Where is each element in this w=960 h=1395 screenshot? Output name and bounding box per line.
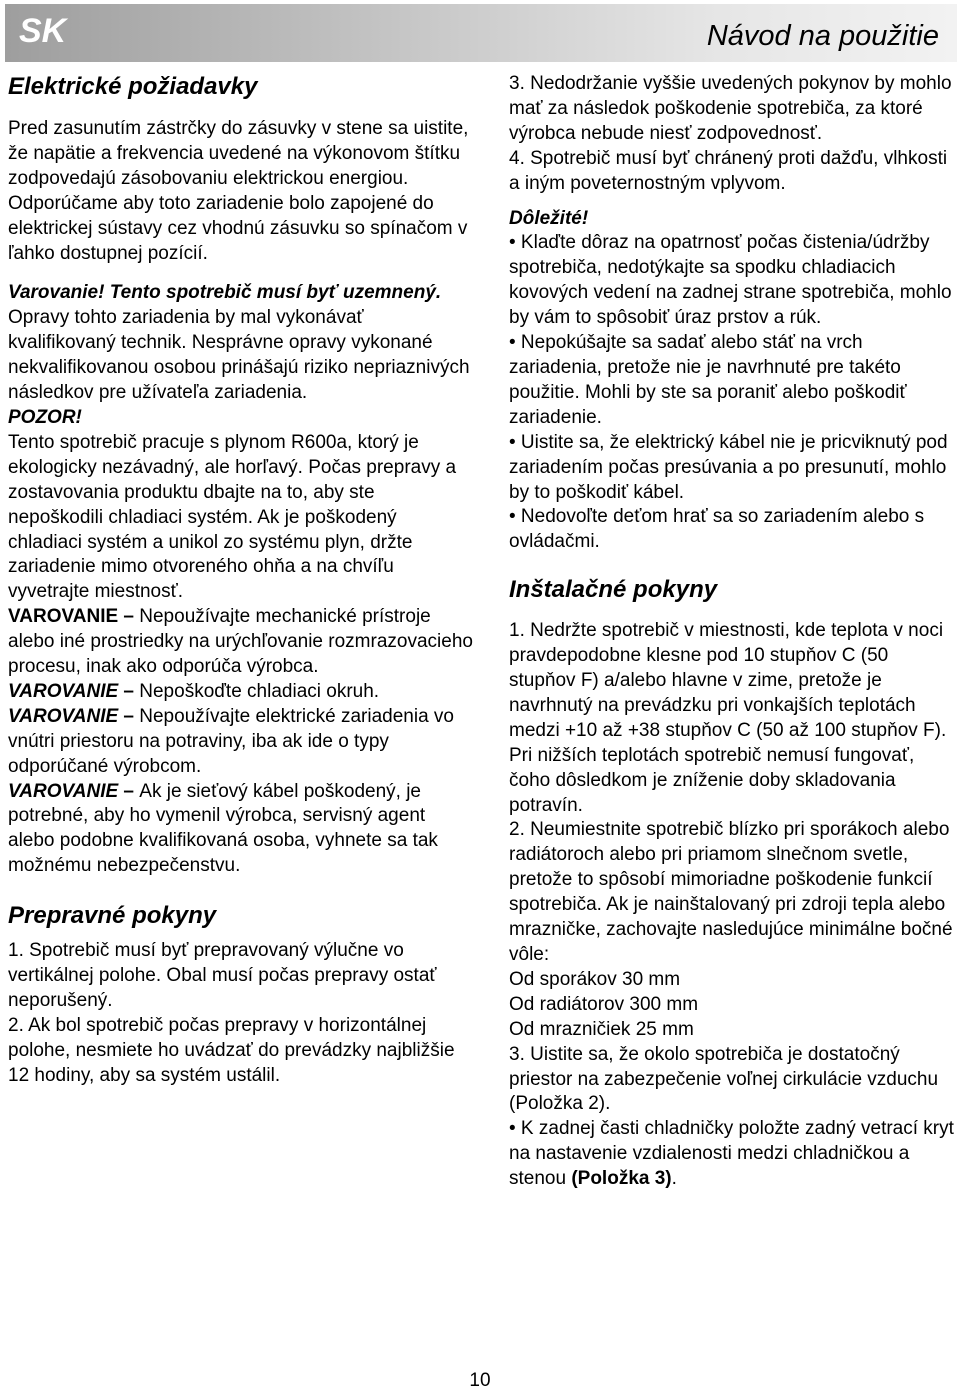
bullet-item: • Nedovoľte deťom hrať sa so zariadením alebo s ovládačmi. bbox=[509, 506, 925, 553]
clearance-item: Od sporákov 30 mm bbox=[509, 968, 681, 990]
paragraph: 3. Nedodržanie vyššie uvedených pokynov by mohlo mať za následok poškodenie spotrebiča, za ktoré výrobca nebude niesť zodpovednosť. bbox=[509, 73, 952, 144]
bullet-item: • Klaďte dôraz na opatrnosť počas čistenia/údržby spotrebiča, nedotýkajte sa spodku chladiacich kovových vedení na zadnej strane spotrebiča, mohlo by vám to spôsobiť úraz prstov a rúk. bbox=[509, 232, 952, 329]
page-header bbox=[5, 4, 957, 62]
heading-transport: Prepravné pokyny bbox=[8, 902, 217, 930]
document-title: Návod na použitie bbox=[706, 20, 939, 52]
language-code: SK bbox=[19, 12, 67, 50]
right-column bbox=[509, 72, 959, 1192]
heading-installation: Inštalačné pokyny bbox=[509, 576, 718, 604]
warning-grounding: Varovanie! Tento spotrebič musí byť uzemnený. bbox=[8, 282, 442, 304]
warning-2: VAROVANIE – Nepoškoďte chladiaci okruh. bbox=[8, 680, 380, 702]
bullet-item: • Nepokúšajte sa sadať alebo stáť na vrch zariadenia, pretože nie je navrhnuté pre takéto použitie. Mohli by ste sa poraniť alebo poškodiť zariadenie. bbox=[509, 332, 907, 428]
paragraph: 2. Neumiestnite spotrebič blízko pri sporákoch alebo radiátoroch alebo pri priamom slnečnom svetle, pretože to spôsobí mimoriadne poškodenie funkcií spotrebiča. Ak je nainštalovaný pri zdroji tepla alebo mrazničke, zachovajte nasledujúce minimálne bočné vôle: bbox=[509, 819, 953, 965]
paragraph: Pred zasunutím zástrčky do zásuvky v stene sa uistite, že napätie a frekvencia uvedené na výkonovom štítku zodpovedajú zásobovaniu elektrickou energiou. bbox=[8, 118, 469, 189]
warning-3: VAROVANIE – Nepoužívajte elektrické zariadenia vo vnútri priestoru na potraviny, iba ak ide o typy odporúčané výrobcom. bbox=[8, 705, 454, 777]
caution-label: POZOR! bbox=[8, 406, 82, 428]
heading-electrical: Elektrické požiadavky bbox=[8, 73, 258, 100]
left-column bbox=[8, 72, 473, 1089]
clearance-item: Od radiátorov 300 mm bbox=[509, 993, 699, 1015]
page-number: 10 bbox=[469, 1370, 491, 1391]
paragraph: 1. Spotrebič musí byť prepravovaný výlučne vo vertikálnej polohe. Obal musí počas prepravy ostať neporušený. bbox=[8, 940, 437, 1011]
paragraph: 2. Ak bol spotrebič počas prepravy v horizontálnej polohe, nesmiete ho uvádzať do prevádzky najbližšie 12 hodiny, aby sa systém ustálil. bbox=[8, 1014, 455, 1086]
paragraph: • K zadnej časti chladničky položte zadný vetrací kryt na nastavenie vzdialenosti medzi chladničkou a stenou (Položka 3). bbox=[509, 1118, 954, 1190]
important-label: Dôležité! bbox=[509, 207, 589, 229]
paragraph: Opravy tohto zariadenia by mal vykonávať kvalifikovaný technik. Nesprávne opravy vykonané nekvalifikovanou osobou prinášajú riziko nepriaznivých následkov pre užívateľa zariadenia. bbox=[8, 307, 470, 404]
paragraph: 3. Uistite sa, že okolo spotrebiča je dostatočný priestor na zabezpečenie voľnej cirkulácie vzduchu (Položka 2). bbox=[509, 1043, 939, 1115]
warning-4: VAROVANIE – Ak je sieťový kábel poškodený, je potrebné, aby ho vymenil výrobca, servisný agent alebo podobne kvalifikovaná osoba, vyhnete sa tak možnému nebezpečenstvu. bbox=[8, 780, 438, 877]
paragraph: Odporúčame aby toto zariadenie bolo zapojené do elektrickej sústavy cez vhodnú zásuvku so spínačom v ľahko dostupnej pozícií. bbox=[8, 192, 468, 264]
paragraph: 4. Spotrebič musí byť chránený proti dažďu, vlhkosti a iným poveternostným vplyvom. bbox=[509, 147, 948, 194]
paragraph: Tento spotrebič pracuje s plynom R600a, ktorý je ekologicky nezávadný, ale horľavý. Počas prepravy a zostavovania produktu dbajte na to, aby ste nepoškodili chladiaci systém. Ak je poškodený chladiaci systém a unikol zo systému plyn, držte zariadenie mimo otvoreného ohňa a na chvíľu vyvetrajte miestnosť. bbox=[8, 431, 457, 603]
clearance-item: Od mrazničiek 25 mm bbox=[509, 1018, 694, 1040]
paragraph: 1. Nedržte spotrebič v miestnosti, kde teplota v noci pravdepodobne klesne pod 10 stupňov C (50 stupňov F) a/alebo hlavne v zime, pretože je navrhnutý na prevádzku pri vonkajších teplotách medzi +10 až +38 stupňov C (50 až 100 stupňov F). Pri nižších teplotách spotrebič nemusí fungovať, čoho dôsledkom je zníženie doby skladovania potravín. bbox=[509, 620, 947, 816]
warning-1: VAROVANIE – Nepoužívajte mechanické prístroje alebo iné prostriedky na urýchľovanie rozmrazovacieho procesu, inak ako odporúča výrobca. bbox=[8, 606, 473, 678]
bullet-item: • Uistite sa, že elektrický kábel nie je pricviknutý pod zariadením počas presúvania a po presunutí, mohlo by to poškodiť kábel. bbox=[509, 431, 948, 503]
